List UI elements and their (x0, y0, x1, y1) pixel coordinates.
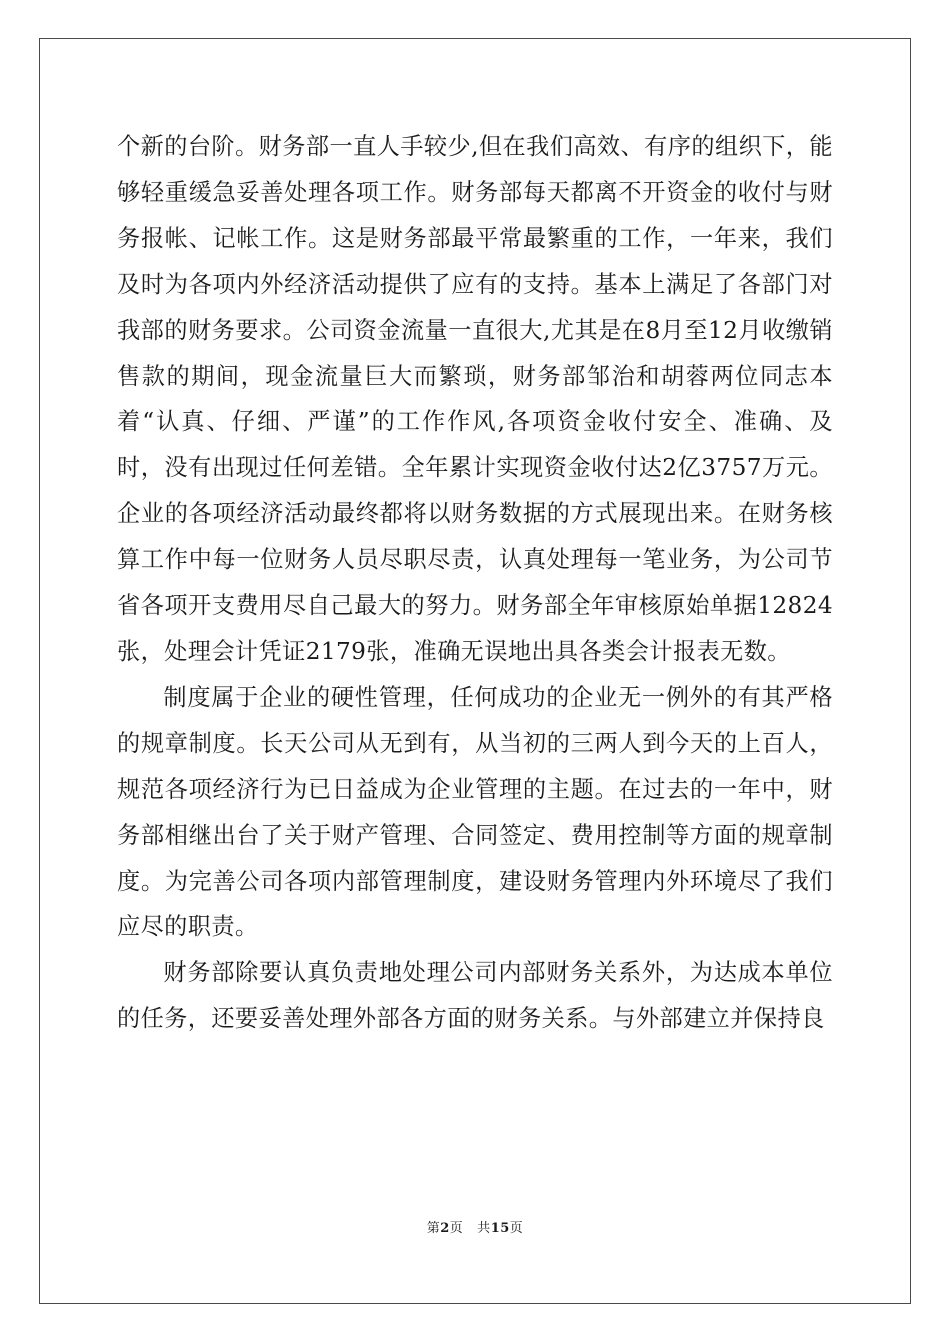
paragraph-external-relations: 财务部除要认真负责地处理公司内部财务关系外，为达成本单位的任务，还要妥善处理外部各方面的财务关系。与外部建立并保持良 (117, 959, 833, 1033)
page-current: 2 (440, 1221, 450, 1236)
page-total: 15 (490, 1221, 510, 1236)
document-body (117, 124, 833, 1042)
page-footer (0, 1217, 950, 1236)
page-suffix: 页 (449, 1221, 464, 1236)
paragraph-rules-system: 制度属于企业的硬性管理，任何成功的企业无一例外的有其严格的规章制度。长天公司从无到有，从当初的三两人到今天的上百人，规范各项经济行为已日益成为企业管理的主题。在过去的一年中，财务部相继出台了关于财产管理、合同签定、费用控制等方面的规章制度。为完善公司各项内部管理制度，建设财务管理内外环境尽了我们应尽的职责。 (117, 683, 833, 941)
total-prefix: 共 (477, 1221, 491, 1236)
paragraph-cash-handling: 个新的台阶。财务部一直人手较少,但在我们高效、有序的组织下，能够轻重缓急妥善处理各项工作。财务部每天都离不开资金的收付与财务报帐、记帐工作。这是财务部最平常最繁重的工作，一年来，我们及时为各项内外经济活动提供了应有的支持。基本上满足了各部门对我部的财务要求。公司资金流量一直很大,尤其是在8月至12月收缴销售款的期间，现金流量巨大而繁琐，财务部邹治和胡蓉两位同志本着“认真、仔细、严谨”的工作作风,各项资金收付安全、准确、及时，没有出现过任何差错。全年累计实现资金收付达2亿3757万元。企业的各项经济活动最终都将以财务数据的方式展现出来。在财务核算工作中每一位财务人员尽职尽责，认真处理每一笔业务，为公司节省各项开支费用尽自己最大的努力。财务部全年审核原始单据12824张，处理会计凭证2179张，准确无误地出具各类会计报表无数。 (117, 133, 833, 665)
page-prefix: 第 (426, 1221, 441, 1236)
total-suffix: 页 (509, 1221, 524, 1236)
